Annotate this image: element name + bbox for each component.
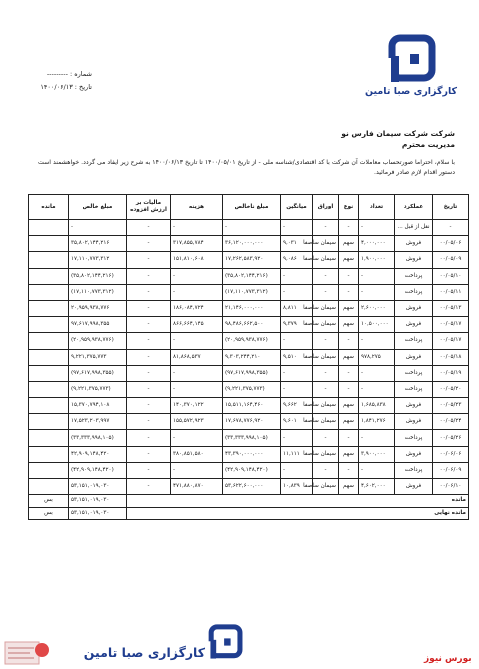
- table-cell: ۱۴۰,۳۷۰,۱۲۲: [171, 398, 223, 414]
- table-row: [29, 381, 469, 397]
- table-row: [29, 398, 469, 414]
- table-cell: ۹,۲۲۱,۳۷۵,۷۷۳: [69, 349, 127, 365]
- table-cell: (۹,۲۲۱,۳۷۵,۷۷۳): [223, 381, 281, 397]
- table-cell: -: [281, 462, 313, 478]
- table-cell: -: [127, 349, 171, 365]
- table-cell: -: [127, 252, 171, 268]
- table-cell: -: [313, 284, 339, 300]
- remaining-label: مانده: [127, 495, 469, 508]
- table-cell: -: [69, 220, 127, 236]
- table-row: [29, 365, 469, 381]
- table-cell: -: [313, 430, 339, 446]
- table-cell: سیمان ساصفا: [313, 349, 339, 365]
- watermark-stamp-icon: [4, 638, 50, 666]
- table-cell: سیمان ساصفا: [313, 479, 339, 495]
- table-cell: ۱۵,۳۷۰,۷۹۴,۱۰۸: [69, 398, 127, 414]
- table-cell: ۸۶۶,۶۶۴,۱۴۵: [171, 317, 223, 333]
- table-cell: ۹,۶۰۱: [281, 414, 313, 430]
- column-header: هزینه: [171, 195, 223, 220]
- table-row: [29, 220, 469, 236]
- table-cell: ۰۰/۰۵/۲۳: [433, 398, 469, 414]
- table-cell: فروش: [395, 349, 433, 365]
- table-cell: ۸,۸۱۱: [281, 300, 313, 316]
- table-row: [29, 446, 469, 462]
- table-cell: (۳۳,۳۳۳,۹۹۸,۱۰۵): [223, 430, 281, 446]
- table-cell: [29, 300, 69, 316]
- table-cell: -: [127, 268, 171, 284]
- table-cell: -: [127, 446, 171, 462]
- table-cell: -: [127, 300, 171, 316]
- table-cell: ۹,۵۱۰: [281, 349, 313, 365]
- table-cell: ۰۰/۰۶/۱۰: [433, 479, 469, 495]
- table-cell: -: [339, 268, 359, 284]
- table-cell: (۴۲,۹۰۹,۱۴۸,۴۲۰): [223, 462, 281, 478]
- table-row: [29, 317, 469, 333]
- table-cell: -: [281, 365, 313, 381]
- column-header: میانگین: [281, 195, 313, 220]
- table-cell: ۰۰/۰۵/۰۶: [433, 236, 469, 252]
- table-cell: [29, 284, 69, 300]
- table-cell: ۲۰,۹۵۹,۹۳۸,۷۷۶: [69, 300, 127, 316]
- table-cell: -: [127, 365, 171, 381]
- saba-tamin-logo-icon: [388, 34, 440, 84]
- table-cell: (۳۵,۸۰۲,۱۴۴,۲۱۶): [223, 268, 281, 284]
- table-cell: فروش: [395, 317, 433, 333]
- table-cell: [29, 220, 69, 236]
- table-cell: (۹,۲۲۱,۳۷۵,۷۷۳): [69, 381, 127, 397]
- recipient-block: [341, 128, 455, 150]
- table-cell: -: [339, 220, 359, 236]
- table-cell: ۴,۶۰۲,۰۰۰: [359, 479, 395, 495]
- table-cell: ۳۶,۱۲۰,۰۰۰,۰۰۰: [223, 236, 281, 252]
- table-cell: -: [313, 333, 339, 349]
- table-cell: -: [127, 398, 171, 414]
- final-remaining-value: ۵۳,۱۵۱,۰۱۹,۰۳۰: [69, 507, 127, 520]
- table-cell: (۴۲,۹۰۹,۱۴۸,۴۲۰): [69, 462, 127, 478]
- table-cell: ۱۷,۲۶۲,۵۸۳,۹۲۰: [223, 252, 281, 268]
- table-cell: ۳۵,۸۰۲,۱۴۴,۲۱۶: [69, 236, 127, 252]
- column-header: اوراق: [313, 195, 339, 220]
- table-cell: -: [339, 333, 359, 349]
- table-cell: پرداخت: [395, 381, 433, 397]
- table-cell: ۰۰/۰۵/۲۰: [433, 381, 469, 397]
- table-cell: پرداخت: [395, 333, 433, 349]
- table-cell: سیمان ساصفا: [313, 414, 339, 430]
- table-cell: -: [171, 220, 223, 236]
- table-cell: -: [313, 381, 339, 397]
- table-cell: (۱۷,۱۱۰,۷۷۳,۳۱۲): [69, 284, 127, 300]
- table-cell: ۳۸۰,۸۵۱,۵۸۰: [171, 446, 223, 462]
- table-cell: [29, 252, 69, 268]
- table-cell: -: [127, 414, 171, 430]
- final-remaining-unit: بس: [29, 507, 69, 520]
- table-cell: (۳۵,۸۰۲,۱۴۴,۲۱۶): [69, 268, 127, 284]
- table-cell: [29, 365, 69, 381]
- table-cell: -: [359, 220, 395, 236]
- table-cell: نقل از قبل ...: [395, 220, 433, 236]
- table-cell: سیمان ساصفا: [313, 398, 339, 414]
- table-cell: (۳۳,۳۳۳,۹۹۸,۱۰۵): [69, 430, 127, 446]
- table-cell: ۱۵۱,۸۱۰,۶۰۸: [171, 252, 223, 268]
- table-cell: -: [313, 365, 339, 381]
- table-cell: [29, 462, 69, 478]
- table-cell: -: [127, 284, 171, 300]
- table-cell: فروش: [395, 446, 433, 462]
- final-remaining-row: [29, 507, 469, 520]
- table-cell: ۰۰/۰۶/۰۶: [433, 446, 469, 462]
- statement-table: [28, 194, 469, 520]
- table-cell: سهم: [339, 479, 359, 495]
- table-cell: سیمان ساصفا: [313, 317, 339, 333]
- table-row: [29, 414, 469, 430]
- column-header: تاریخ: [433, 195, 469, 220]
- table-cell: فروش: [395, 300, 433, 316]
- table-cell: ۱,۸۴۱,۲۷۶: [359, 414, 395, 430]
- table-cell: ۸۱,۸۶۸,۵۳۷: [171, 349, 223, 365]
- table-cell: -: [223, 220, 281, 236]
- table-cell: (۹۷,۶۱۷,۹۹۸,۳۵۵): [69, 365, 127, 381]
- column-header: عملکرد: [395, 195, 433, 220]
- table-cell: ۱۱,۱۱۱: [281, 446, 313, 462]
- table-cell: -: [127, 381, 171, 397]
- table-cell: -: [127, 479, 171, 495]
- table-cell: پرداخت: [395, 284, 433, 300]
- table-cell: -: [281, 430, 313, 446]
- column-header: نوع: [339, 195, 359, 220]
- table-row: [29, 349, 469, 365]
- table-cell: سهم: [339, 252, 359, 268]
- table-cell: -: [281, 284, 313, 300]
- table-cell: -: [171, 430, 223, 446]
- table-cell: ۹۸,۴۸۶,۶۶۲,۵۰۰: [223, 317, 281, 333]
- table-cell: -: [171, 268, 223, 284]
- table-cell: ۹,۰۳۱: [281, 236, 313, 252]
- final-remaining-label: مانده نهایی: [127, 507, 469, 520]
- table-cell: فروش: [395, 236, 433, 252]
- table-cell: ۹,۳۷۹: [281, 317, 313, 333]
- table-cell: سیمان ساصفا: [313, 300, 339, 316]
- table-cell: (۲۰,۹۵۹,۹۳۸,۷۷۶): [69, 333, 127, 349]
- table-row: [29, 236, 469, 252]
- company-name: شرکت شرکت سیمان فارس نو: [341, 129, 455, 138]
- table-cell: ۹,۰۸۶: [281, 252, 313, 268]
- table-cell: ۱,۹۰۰,۰۰۰: [359, 252, 395, 268]
- table-cell: -: [359, 430, 395, 446]
- intro-paragraph: با سلام، احتراما صورتحساب معاملات آن شرکت با کد اقتصادی/شناسه ملی - از تاریخ ۱۴۰۰/۰۵/۰۱ تا تاریخ ۱۴۰۰/۰۶/۱۳ به شرح زیر ایفاد می گردد. خواهشمند است دستور اقدام لازم صادر فرمائید.: [38, 159, 455, 176]
- table-cell: ۰۰/۰۵/۰۹: [433, 252, 469, 268]
- table-cell: ۱۸۶,۰۸۴,۷۲۴: [171, 300, 223, 316]
- table-cell: ۰۰/۰۵/۲۴: [433, 414, 469, 430]
- table-cell: فروش: [395, 252, 433, 268]
- remaining-unit: بس: [29, 495, 69, 508]
- column-header: مبلغ خالص: [69, 195, 127, 220]
- table-cell: [29, 333, 69, 349]
- table-cell: ۵۳,۱۵۱,۰۱۹,۰۳۰: [69, 479, 127, 495]
- table-cell: -: [281, 220, 313, 236]
- column-header: مبلغ ناخالص: [223, 195, 281, 220]
- table-cell: -: [171, 365, 223, 381]
- table-cell: ۱۰,۵۰۰,۰۰۰: [359, 317, 395, 333]
- footer-logo-text: کارگزاری صبا تامین: [83, 645, 205, 660]
- column-header: مانده: [29, 195, 69, 220]
- table-cell: (۱۷,۱۱۰,۷۷۳,۳۱۲): [223, 284, 281, 300]
- table-cell: -: [127, 317, 171, 333]
- table-cell: ۱,۶۸۵,۸۳۸: [359, 398, 395, 414]
- table-cell: -: [359, 365, 395, 381]
- source-label: بورس نیوز: [424, 654, 472, 664]
- table-cell: پرداخت: [395, 430, 433, 446]
- table-row: [29, 479, 469, 495]
- table-cell: سهم: [339, 446, 359, 462]
- table-cell: ۴,۰۰۰,۰۰۰: [359, 236, 395, 252]
- saba-tamin-footer-logo-icon: [208, 624, 246, 660]
- table-cell: [29, 381, 69, 397]
- table-cell: -: [339, 381, 359, 397]
- table-cell: [29, 236, 69, 252]
- table-cell: -: [281, 381, 313, 397]
- table-cell: -: [127, 430, 171, 446]
- column-header: مالیات بر ارزش افزوده: [127, 195, 171, 220]
- column-header: تعداد: [359, 195, 395, 220]
- table-cell: ۹۷۸,۲۷۵: [359, 349, 395, 365]
- table-row: [29, 284, 469, 300]
- table-cell: ۰۰/۰۵/۱۸: [433, 349, 469, 365]
- table-cell: -: [433, 220, 469, 236]
- table-cell: [29, 398, 69, 414]
- table-cell: ۱۷,۵۲۳,۲۰۳,۹۹۷: [69, 414, 127, 430]
- table-cell: [29, 446, 69, 462]
- table-cell: ۰۰/۰۵/۱۰: [433, 268, 469, 284]
- table-cell: -: [127, 236, 171, 252]
- table-cell: -: [339, 462, 359, 478]
- table-cell: ۳۱۷,۸۵۵,۷۸۴: [171, 236, 223, 252]
- table-cell: -: [171, 462, 223, 478]
- table-cell: [29, 414, 69, 430]
- table-cell: سهم: [339, 300, 359, 316]
- table-cell: پرداخت: [395, 365, 433, 381]
- table-cell: ۱۷,۱۱۰,۷۷۳,۳۱۲: [69, 252, 127, 268]
- table-cell: -: [339, 365, 359, 381]
- table-cell: (۲۰,۹۵۹,۹۳۸,۷۷۶): [223, 333, 281, 349]
- table-header-row: [29, 195, 469, 220]
- table-row: [29, 333, 469, 349]
- table-cell: سهم: [339, 414, 359, 430]
- table-cell: -: [171, 333, 223, 349]
- table-row: [29, 252, 469, 268]
- table-cell: ۲,۶۰۰,۰۰۰: [359, 300, 395, 316]
- table-cell: -: [359, 268, 395, 284]
- table-cell: ۳,۹۰۰,۰۰۰: [359, 446, 395, 462]
- table-cell: ۹,۶۶۲: [281, 398, 313, 414]
- table-cell: [29, 317, 69, 333]
- table-cell: [29, 479, 69, 495]
- table-row: [29, 268, 469, 284]
- table-cell: ۱۷,۶۷۸,۷۷۶,۹۲۰: [223, 414, 281, 430]
- table-cell: -: [127, 220, 171, 236]
- table-cell: -: [359, 381, 395, 397]
- table-cell: ۰۰/۰۵/۱۷: [433, 317, 469, 333]
- table-cell: فروش: [395, 398, 433, 414]
- table-cell: ۹۷,۶۱۷,۹۹۸,۳۵۵: [69, 317, 127, 333]
- table-cell: سیمان ساصفا: [313, 252, 339, 268]
- table-cell: سهم: [339, 349, 359, 365]
- table-cell: ۹,۳۰۳,۲۴۴,۲۱۰: [223, 349, 281, 365]
- table-cell: پرداخت: [395, 268, 433, 284]
- letter-date: تاریخ : ۱۴۰۰/۰۶/۱۳: [40, 83, 92, 91]
- table-cell: ۰۰/۰۵/۱۹: [433, 365, 469, 381]
- table-cell: -: [313, 462, 339, 478]
- table-cell: ۰۰/۰۵/۱۳: [433, 300, 469, 316]
- table-cell: -: [171, 284, 223, 300]
- salutation: مدیریت محترم: [401, 140, 455, 149]
- table-cell: [29, 349, 69, 365]
- table-cell: -: [313, 220, 339, 236]
- table-cell: ۱۰,۸۳۹: [281, 479, 313, 495]
- logo-text: کارگزاری صبا تامین: [364, 86, 458, 97]
- table-cell: -: [339, 430, 359, 446]
- table-cell: -: [359, 333, 395, 349]
- table-cell: -: [359, 462, 395, 478]
- table-cell: -: [339, 284, 359, 300]
- table-cell: -: [313, 268, 339, 284]
- table-cell: سهم: [339, 317, 359, 333]
- letter-number: شماره : ---------: [46, 70, 92, 78]
- table-cell: ۵۳,۶۲۲,۶۰۰,۰۰۰: [223, 479, 281, 495]
- table-cell: ۰۰/۰۵/۱۱: [433, 284, 469, 300]
- table-cell: ۱۵,۵۱۱,۱۶۴,۴۶۰: [223, 398, 281, 414]
- table-cell: ۴۳,۳۹۰,۰۰۰,۰۰۰: [223, 446, 281, 462]
- table-body: [29, 220, 469, 495]
- table-cell: سیمان ساصفا: [313, 446, 339, 462]
- table-cell: -: [281, 333, 313, 349]
- table-row: [29, 462, 469, 478]
- table-cell: [29, 430, 69, 446]
- table-cell: -: [359, 284, 395, 300]
- table-cell: -: [127, 333, 171, 349]
- table-cell: فروش: [395, 479, 433, 495]
- remaining-value: ۵۳,۱۵۱,۰۱۹,۰۳۰: [69, 495, 127, 508]
- table-cell: -: [171, 381, 223, 397]
- table-row: [29, 430, 469, 446]
- document-meta: [22, 68, 92, 94]
- table-cell: -: [127, 462, 171, 478]
- table-cell: [29, 268, 69, 284]
- table-cell: ۲۱,۱۴۶,۰۰۰,۰۰۰: [223, 300, 281, 316]
- table-cell: ۰۰/۰۵/۱۷: [433, 333, 469, 349]
- table-cell: -: [281, 268, 313, 284]
- table-row: [29, 300, 469, 316]
- table-cell: سهم: [339, 398, 359, 414]
- table-cell: ۰۰/۰۶/۰۹: [433, 462, 469, 478]
- table-cell: ۴۲,۹۰۹,۱۴۸,۴۲۰: [69, 446, 127, 462]
- table-cell: سهم: [339, 236, 359, 252]
- remaining-row: [29, 495, 469, 508]
- table-cell: پرداخت: [395, 462, 433, 478]
- table-cell: فروش: [395, 414, 433, 430]
- table-cell: ۱۵۵,۵۷۲,۹۲۳: [171, 414, 223, 430]
- table-cell: (۹۷,۶۱۷,۹۹۸,۳۵۵): [223, 365, 281, 381]
- table-cell: ۴۷۱,۸۸۰,۸۷۰: [171, 479, 223, 495]
- table-cell: سیمان ساصفا: [313, 236, 339, 252]
- table-cell: ۰۰/۰۵/۲۶: [433, 430, 469, 446]
